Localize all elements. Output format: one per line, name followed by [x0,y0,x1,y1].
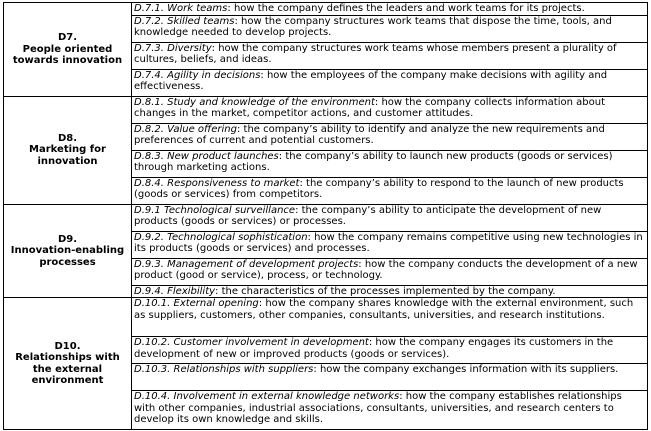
item-description: : the characteristics of the processes implemented by the company. [215,285,556,297]
item-description: : the company’s ability to identify and analyze the new requirements and preferences of current and potential customers. [134,123,605,146]
item-code: D.7.4. Agility in decisions [134,69,261,81]
table-row [4,3,648,16]
item-description: : the company’s ability to respond to the launch of new products (goods or services) from competitors. [134,177,624,200]
item-code: D.8.4. Responsiveness to market [134,177,300,189]
item-description: : the company’s ability to anticipate the development of new products (goods or services) or processes. [134,204,602,227]
dimension-cell [4,96,132,204]
item-cell [132,96,648,123]
item-code: D.10.4. Involvement in external knowledge networks [134,391,400,402]
dimension-code: D8. [57,132,78,144]
item-description: : how the company structures work teams that dispose the time, tools, and knowledge needed to develop projects. [134,15,612,38]
item-cell [132,42,648,69]
item-description: : how the company shares knowledge with the external environment, such as suppliers, customers, other companies, consultants, universities, and research institutions. [134,298,634,321]
item-cell [132,69,648,96]
item-cell [132,364,648,391]
table-row [4,298,648,337]
item-code: D.7.1. Work teams [134,3,228,14]
item-code: D.7.2. Skilled teams [134,15,235,27]
item-description: : how the company engages its customers in the development of new or improved products (goods or services). [134,337,614,360]
dimension-cell [4,3,132,97]
item-cell [132,150,648,177]
item-description: : the company’s ability to launch new products (goods or services) through marketing actions. [134,150,613,173]
item-description: : how the company defines the leaders and work teams for its projects. [227,3,585,14]
dimension-cell [4,298,132,430]
item-code: D.8.2. Value offering [134,123,237,135]
item-cell [132,123,648,150]
dimension-name: Innovation-enabling processes [10,245,125,268]
dimension-code: D10. [54,340,81,352]
item-cell [132,3,648,16]
table-row [4,204,648,231]
item-description: : how the company structures work teams whose members present a plurality of cultures, beliefs, and ideas. [134,42,617,65]
item-description: : how the company conducts the development of a new product (good or service), process, or technology. [134,258,638,281]
item-description: : how the company exchanges information with its suppliers. [313,364,619,375]
item-cell [132,177,648,204]
dimension-name: People oriented towards innovation [12,43,123,66]
item-code: D.8.3. New product launches [134,150,279,162]
table-row [4,96,648,123]
item-cell [132,204,648,231]
item-code: D.9.2. Technological sophistication [134,231,308,243]
item-cell [132,298,648,337]
item-code: D.10.3. Relationships with suppliers [134,364,314,375]
item-description: : how the company establishes relationships with other companies, industrial associations, consultants, universities, and research centers to develop its own knowledge and skills. [134,391,622,425]
dimension-code: D7. [57,32,78,43]
dimension-cell [4,204,132,298]
item-cell [132,15,648,42]
item-cell [132,258,648,285]
item-code: D.10.2. Customer involvement in development [134,337,369,348]
item-cell [132,285,648,298]
item-description: : how the company collects information about changes in the market, competitor actions, and customer attitudes. [134,96,605,119]
dimension-code: D9. [57,233,78,245]
item-code: D.9.1 Technological surveillance [134,204,296,216]
item-description: : how the employees of the company make decisions with agility and effectiveness. [134,69,608,92]
item-code: D.9.4. Flexibility [134,285,216,297]
table-body [4,3,648,430]
item-code: D.8.1. Study and knowledge of the environment [134,96,375,108]
item-cell [132,391,648,430]
item-cell [132,337,648,364]
item-description: : how the company remains competitive using new technologies in its products (goods or services) and processes. [134,231,643,254]
dimension-name: Marketing for innovation [29,144,106,167]
innovation-dimensions-table [3,2,648,430]
item-cell [132,231,648,258]
item-code: D.7.3. Diversity [134,42,212,54]
dimension-name: Relationships with the external environment [15,352,120,386]
item-code: D.10.1. External opening [134,298,259,309]
item-code: D.9.3. Management of development projects [134,258,359,270]
